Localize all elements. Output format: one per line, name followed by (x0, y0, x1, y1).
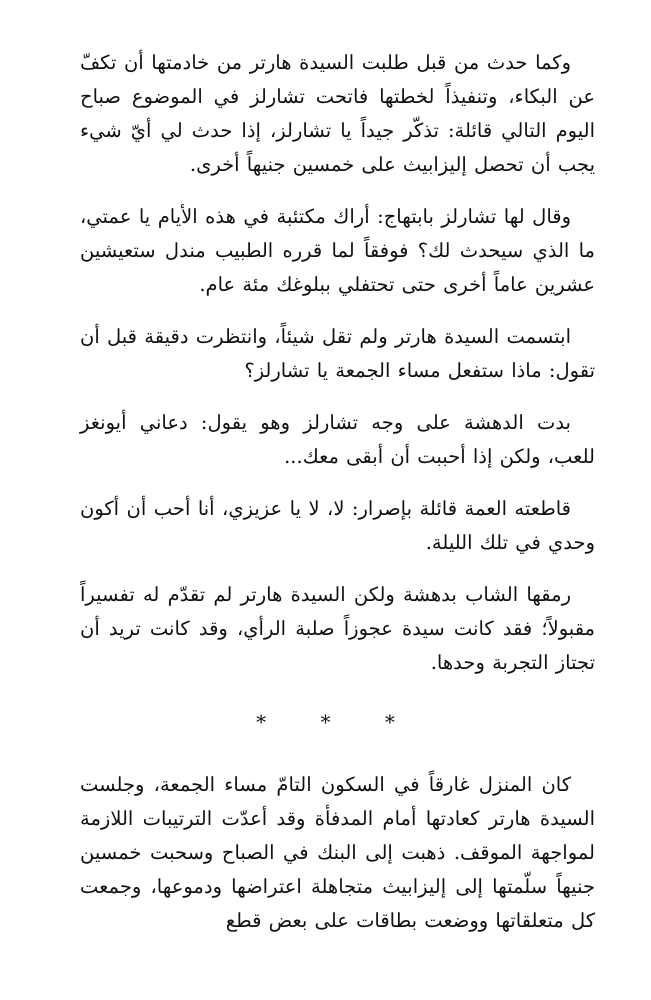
section-separator: * * * (256, 710, 419, 734)
paragraph-3: ابتسمت السيدة هارتر ولم تقل شيئاً، وانتظرت دقيقة قبل أن تقول: ماذا ستفعل مساء الجمعة يا تشارلز؟ (80, 325, 595, 382)
book-page (80, 46, 595, 1000)
paragraph-7: كان المنزل غارقاً في السكون التامّ مساء الجمعة، وجلست السيدة هارتر كعادتها أمام المدفأة وقد أعدّت الترتيبات اللازمة لمواجهة الموقف. ذهبت إلى البنك في الصباح وسحبت خمسين جنيهاً سلّمتها إلى إليزابيث متجاهلة اعتراضها ودموعها، وجمعت كل متعلقاتها ووضعت بطاقات على بعض قطع (80, 773, 595, 932)
paragraph-1: وكما حدث من قبل طلبت السيدة هارتر من خادمتها أن تكفّ عن البكاء، وتنفيذاً لخطتها فاتحت تشارلز في الموضوع صباح اليوم التالي قائلة: تذكّر جيداً يا تشارلز، إذا حدث لي أيّ شيء يجب أن تحصل إليزابيث على خمسين جنيهاً أخرى. (80, 51, 595, 176)
paragraph-6: رمقها الشاب بدهشة ولكن السيدة هارتر لم تقدّم له تفسيراً مقبولاً؛ فقد كانت سيدة عجوزاً صلبة الرأي، وقد كانت تريد أن تجتاز التجربة وحدها. (80, 583, 595, 674)
paragraph-2: وقال لها تشارلز بابتهاج: أراك مكتئبة في هذه الأيام يا عمتي، ما الذي سيحدث لك؟ فوفقاً لما قرره الطبيب مندل ستعيشين عشرين عاماً أخرى حتى تحتفلي ببلوغك مئة عام. (80, 205, 595, 296)
paragraph-4: بدت الدهشة على وجه تشارلز وهو يقول: دعاني أيونغز للعب، ولكن إذا أحببت أن أبقى معك... (80, 411, 595, 468)
paragraph-5: قاطعته العمة قائلة بإصرار: لا، لا يا عزيزي، أنا أحب أن أكون وحدي في تلك الليلة. (80, 497, 595, 554)
